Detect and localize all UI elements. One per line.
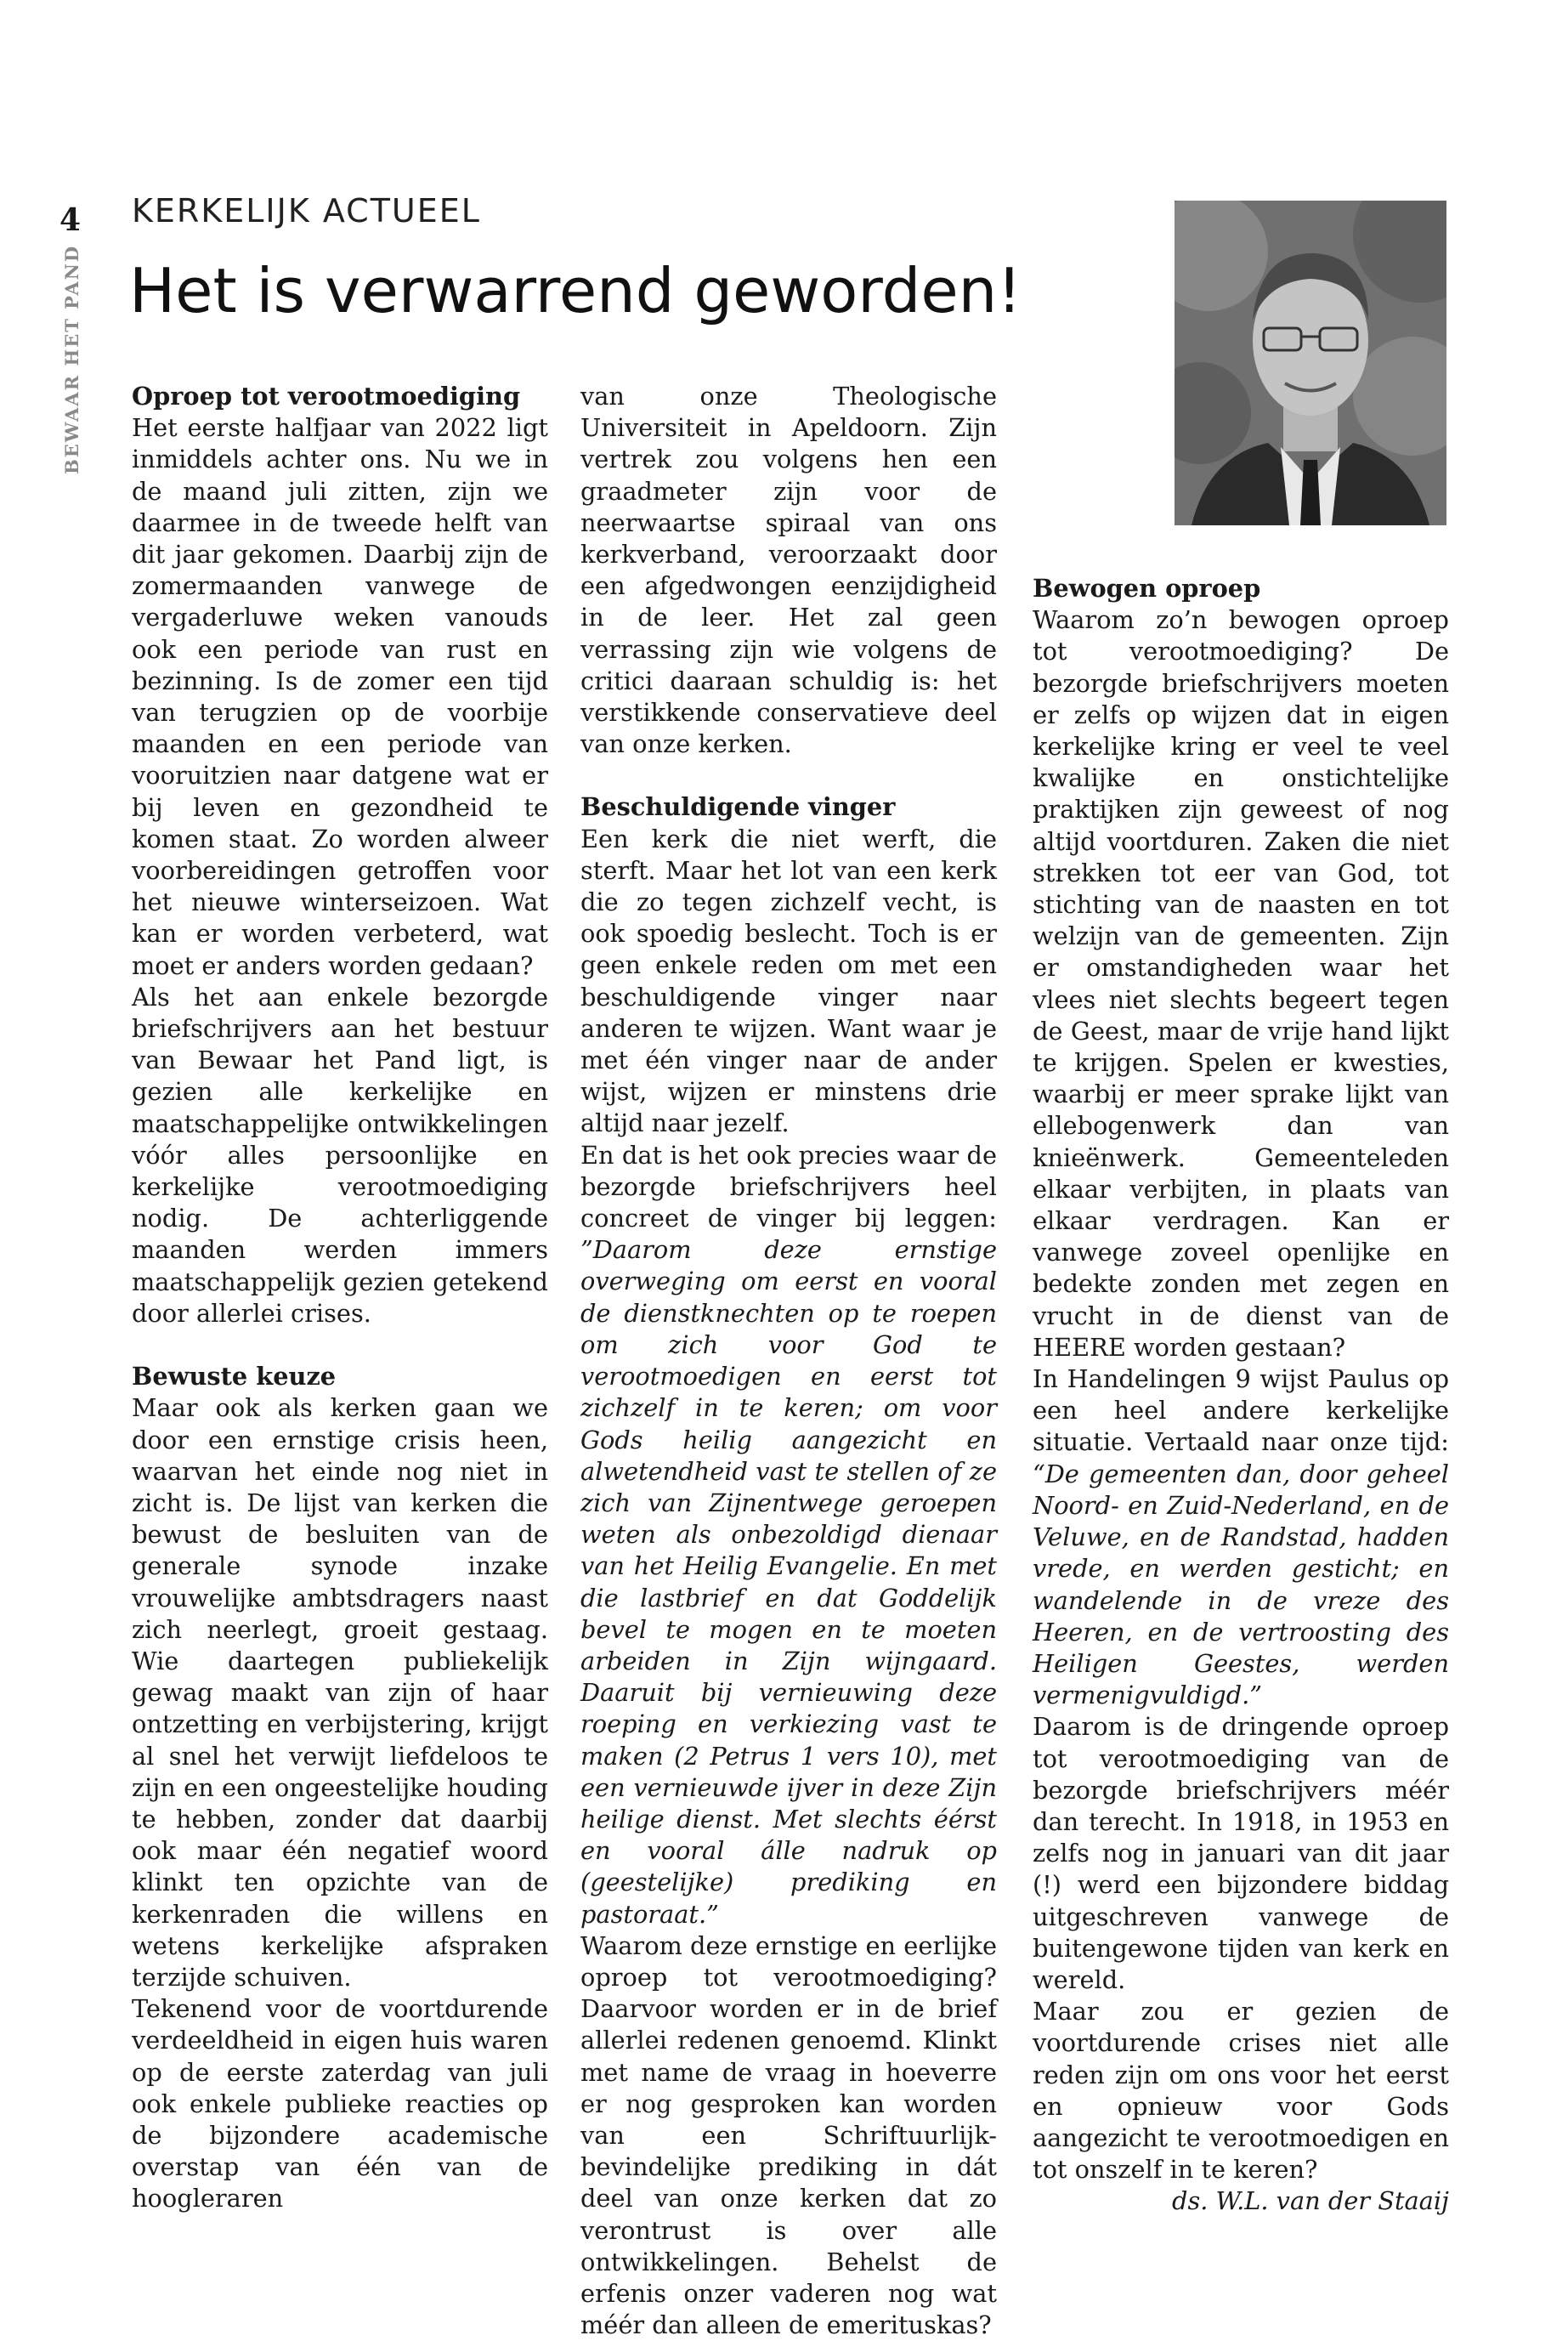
quote: ”Daarom deze ernstige overweging om eerst en vooral de dienstknechten op te roepen om zich voor God te verootmoedigen en eerst tot zichzelf in te keren; om voor Gods heilig aangezicht en alwetendheid vast te stellen of ze zich van Zijnentwege geroepen weten als onbezoldigd dienaar van het Heilig Evangelie. En met die lastbrief en dat Goddelijk bevel te mogen en te moeten arbeiden in Zijn wijngaard. Daaruit bij vernieuwing deze roeping en verkiezing vast te maken (2 Petrus 1 vers 10), met een vernieuwde ijver in deze Zijn heilige dienst. Met slechts éérst en vooral álle nadruk op (geestelijke) prediking en pastoraat.”	[580, 1235, 997, 1929]
author-signature: ds. W.L. van der Staaij	[1172, 2186, 1449, 2216]
article-column-2	[580, 381, 997, 2341]
portrait-image	[1175, 201, 1446, 525]
paragraph-intro: En dat is het ook precies waar de bezorgde briefschrijvers heel concreet de vinger bij leggen:	[580, 1140, 997, 1233]
paragraph: Maar ook als kerken gaan we door een ernstige crisis heen, waarvan het einde nog niet in zicht is. De lijst van kerken die bewust de besluiten van de generale synode inzake vrouwelijke ambtsdragers naast zich neerlegt, groeit gestaag. Wie daartegen publiekelijk gewag maakt van zijn of haar ontzetting en verbijstering, krijgt al snel het verwijt liefdeloos te zijn en een ongeestelijke houding te hebben, zonder dat daarbij ook maar één negatief woord klinkt ten opzichte van de kerkenraden die willens en wetens kerkelijke afspraken terzijde schuiven.	[132, 1393, 548, 1992]
subheading: Bewuste keuze	[132, 1362, 337, 1392]
author-portrait-photo	[1175, 201, 1446, 525]
side-label-text: BEWAAR HET PAND	[61, 244, 82, 474]
paragraph: Waarom deze ernstige en eerlijke oproep tot verootmoediging? Daarvoor worden er in de brief allerlei redenen genoemd. Klinkt met name de vraag in hoeverre er nog gesproken kan worden van een Schriftuurlijk-bevindelijke prediking in dát deel van onze kerken dat zo verontrust is over alle ontwikkelingen. Behelst de erfenis onzer vaderen nog wat méér dan alleen de emerituskas?	[580, 1930, 997, 2340]
page-number: 4	[59, 202, 82, 238]
quote: “De gemeenten dan, door geheel Noord- en Zuid-Nederland, en de Veluwe, en de Randstad, hadden vrede, en werden gesticht; en wandelende in de vreze des Heeren, en de vertroosting des Heiligen Geestes, werden vermenigvuldigd.”	[1033, 1459, 1449, 1710]
paragraph: van onze Theologische Universiteit in Apeldoorn. Zijn vertrek zou volgens hen een graadmeter zijn voor de neerwaartse spiraal van ons kerkverband, veroorzaakt door een afgedwongen eenzijdigheid in de leer. Het zal geen verrassing zijn wie volgens de critici daaraan schuldig is: het verstikkende conservatieve deel van onze kerken.	[580, 382, 997, 759]
paragraph-intro: In Handelingen 9 wijst Paulus op een heel andere kerkelijke situatie. Vertaald naar onze tijd:	[1033, 1364, 1449, 1457]
paragraph: Het eerste halfjaar van 2022 ligt inmiddels achter ons. Nu we in de maand juli zitten, zijn we daarmee in de tweede helft van dit jaar gekomen. Daarbij zijn de zomermaanden vanwege de vergaderluwe weken vanouds ook een periode van rust en bezinning. Is de zomer een tijd van terugzien op de voorbije maanden en een periode van vooruitzien naar datgene wat er bij leven en gezondheid te komen staat. Zo worden alweer voorbereidingen getroffen voor het nieuwe winterseizoen. Wat kan er worden verbeterd, wat moet er anders worden gedaan?	[132, 413, 548, 980]
paragraph: Tekenend voor de voortdurende verdeeldheid in eigen huis waren op de eerste zaterdag van juli ook enkele publieke reacties op de bijzondere academische overstap van één van de hoogleraren	[132, 1994, 548, 2213]
paragraph: Daarom is de dringende oproep tot verootmoediging van de bezorgde briefschrijvers méér dan terecht. In 1918, in 1953 en zelfs nog in januari van dit jaar (!) werd een bijzondere biddag uitgeschreven vanwege de buitengewone tijden van kerk en wereld.	[1033, 1712, 1449, 1994]
subheading: Bewogen oproep	[1033, 574, 1261, 603]
section-label: KERKELIJK ACTUEEL	[132, 192, 481, 230]
paragraph: Waarom zo’n bewogen oproep tot verootmoediging? De bezorgde briefschrijvers moeten er zelfs op wijzen dat in eigen kerkelijke kring er veel te veel kwalijke en onstichtelijke praktijken zijn geweest of nog altijd voortduren. Zaken die niet strekken tot eer van God, tot stichting van de naasten en tot welzijn van de gemeenten. Zijn er omstandigheden waar het vlees niet slechts begeert tegen de Geest, maar de vrije hand lijkt te krijgen. Spelen er kwesties, waarbij er meer sprake lijkt van ellebogenwerk dan van knieënwerk. Gemeenteleden elkaar verbijten, in plaats van elkaar verdragen. Kan er vanwege zoveel openlijke en bedekte zonden met zegen en vrucht in de dienst van de HEERE worden gestaan?	[1033, 605, 1449, 1362]
paragraph: Als het aan enkele bezorgde briefschrijvers aan het bestuur van Bewaar het Pand ligt, is gezien alle kerkelijke en maatschappelijke ontwikkelingen vóór alles persoonlijke en kerkelijke verootmoediging nodig. De achterliggende maanden werden immers maatschappelijk gezien getekend door allerlei crises.	[132, 982, 548, 1328]
subheading: Oproep tot verootmoediging	[132, 382, 521, 411]
article-title: Het is verwarrend geworden!	[129, 255, 1022, 326]
paragraph: Maar zou er gezien de voortdurende crises niet alle reden zijn om ons voor het eerst en opnieuw voor Gods aangezicht te verootmoedigen en tot onszelf in te keren?	[1033, 1997, 1449, 2185]
paragraph	[1033, 1363, 1449, 1711]
subheading: Beschuldigende vinger	[580, 792, 896, 822]
paragraph	[580, 1140, 997, 1930]
paragraph: Een kerk die niet werft, die sterft. Maar het lot van een kerk die zo tegen zichzelf vecht, is ook spoedig beslecht. Toch is er geen enkele reden om met een beschuldigende vinger naar anderen te wijzen. Want waar je met één vinger naar de ander wijst, wijzen er minstens drie altijd naar jezelf.	[580, 824, 997, 1138]
publication-side-label	[61, 244, 95, 474]
article-column-3	[1033, 573, 1449, 2218]
article-column-1	[132, 381, 548, 2215]
